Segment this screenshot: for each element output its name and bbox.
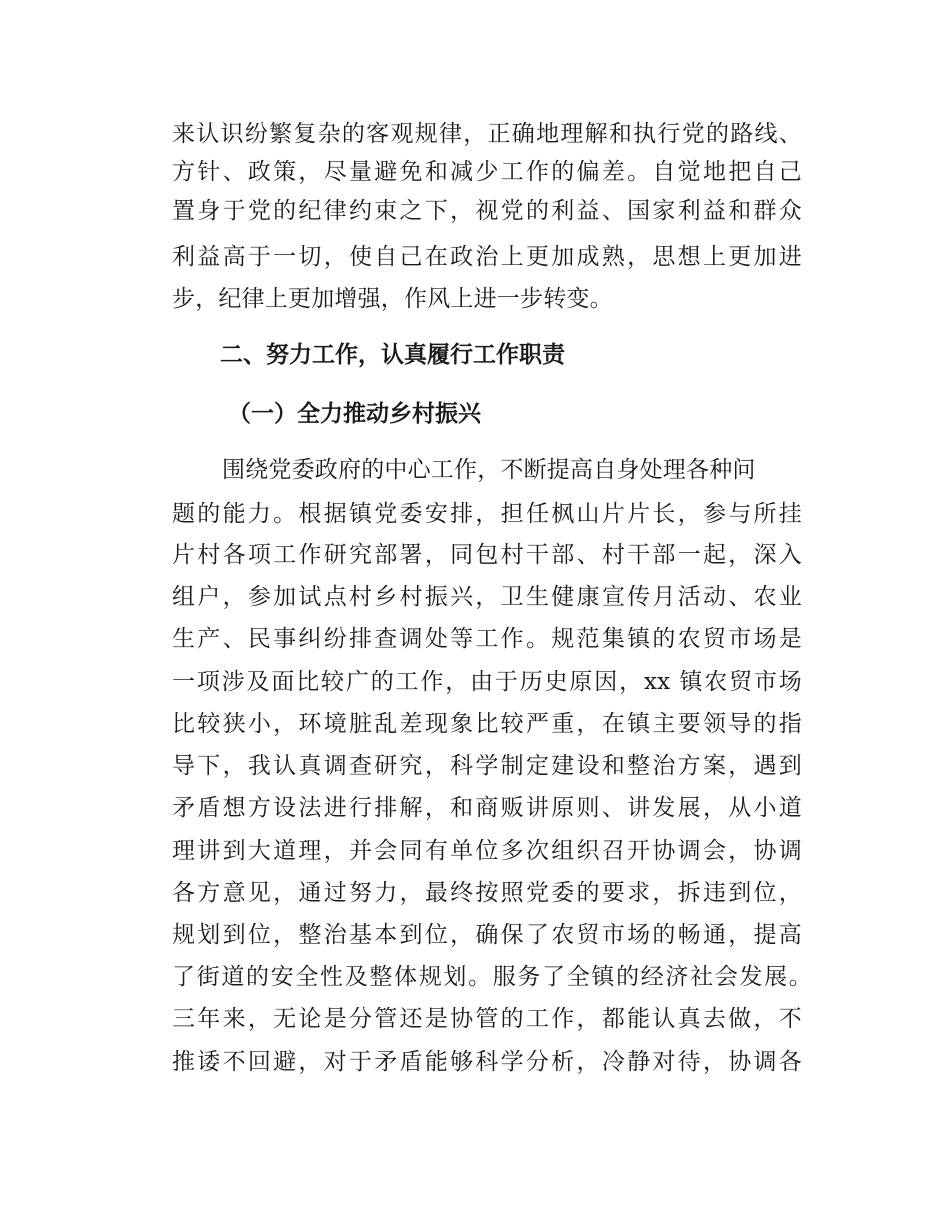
text-line: 片村各项工作研究部署，同包村干部、村干部一起，深入: [172, 542, 802, 568]
text-line: 方针、政策，尽量避免和减少工作的偏差。自觉地把自己: [172, 159, 802, 185]
text-line: 组户，参加试点村乡村振兴，卫生健康宣传月活动、农业: [172, 584, 802, 610]
text-line: 矛盾想方设法进行排解，和商贩讲原则、讲发展，从小道: [172, 795, 802, 821]
text-line: 各方意见，通过努力，最终按照党委的要求，拆违到位，: [172, 880, 802, 906]
text-line: 步，纪律上更加增强，作风上进一步转变。: [172, 286, 613, 312]
text-line: 置身于党的纪律约束之下，视党的利益、国家利益和群众: [172, 198, 802, 224]
text-line: 比较狭小，环境脏乱差现象比较严重，在镇主要领导的指: [172, 711, 802, 737]
text-line: 规划到位，整治基本到位，确保了农贸市场的畅通，提高: [172, 922, 802, 948]
text-line: 一项涉及面比较广的工作，由于历史原因，xx 镇农贸市场: [172, 669, 802, 695]
text-line: 三年来，无论是分管还是协管的工作，都能认真去做，不: [172, 1006, 802, 1032]
text-line: 了街道的安全性及整体规划。服务了全镇的经济社会发展。: [172, 964, 812, 990]
subsection-heading: （一）全力推动乡村振兴: [228, 401, 481, 427]
text-line: 生产、民事纠纷排查调处等工作。规范集镇的农贸市场是: [172, 626, 802, 652]
text-line: 理讲到大道理，并会同有单位多次组织召开协调会，协调: [172, 838, 802, 864]
text-line-indented: 围绕党委政府的中心工作，不断提高自身处理各种问: [222, 457, 756, 483]
text-line: 导下，我认真调查研究，科学制定建设和整治方案，遇到: [172, 753, 802, 779]
text-line: 利益高于一切，使自己在政治上更加成熟，思想上更加进: [172, 244, 802, 270]
text-line: 来认识纷繁复杂的客观规律，正确地理解和执行党的路线、: [172, 121, 802, 147]
text-line: 推诿不回避，对于矛盾能够科学分析，冷静对待，协调各: [172, 1049, 802, 1075]
section-heading: 二、努力工作，认真履行工作职责: [220, 342, 565, 368]
text-line: 题的能力。根据镇党委安排，担任枫山片片长，参与所挂: [172, 501, 802, 527]
